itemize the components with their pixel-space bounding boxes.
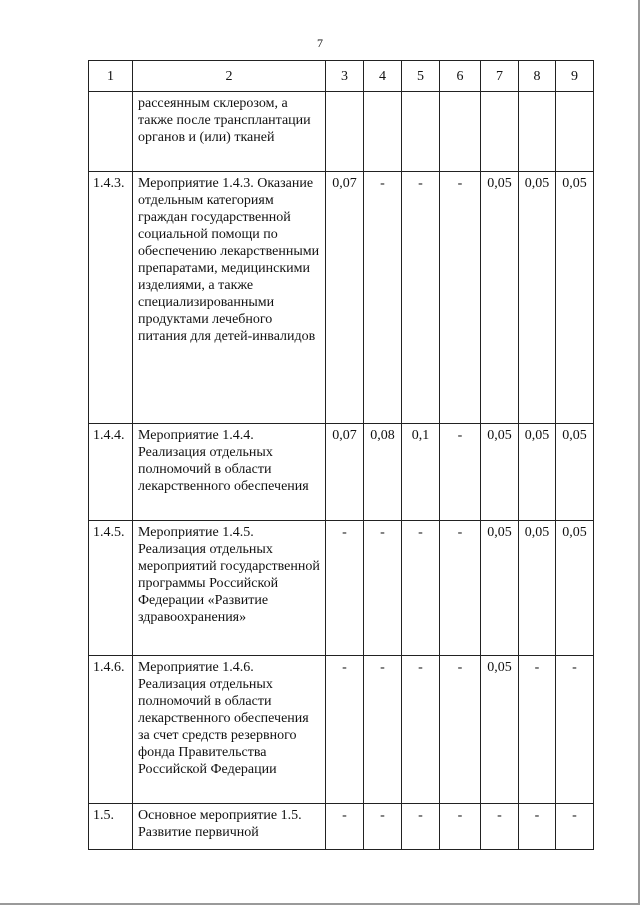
table-row xyxy=(89,172,594,424)
row-value: 0,05 xyxy=(481,656,519,804)
header-cell: 9 xyxy=(556,61,594,92)
row-value xyxy=(519,92,556,172)
table-row xyxy=(89,656,594,804)
row-value: - xyxy=(440,521,481,656)
row-value: 0,07 xyxy=(326,424,364,521)
row-number: 1.4.5. xyxy=(89,521,133,656)
row-number: 1.5. xyxy=(89,804,133,850)
row-value: 0,05 xyxy=(519,172,556,424)
program-table xyxy=(88,60,594,850)
row-value: 0,05 xyxy=(481,172,519,424)
header-cell: 5 xyxy=(402,61,440,92)
header-cell: 6 xyxy=(440,61,481,92)
row-value: 0,05 xyxy=(556,172,594,424)
row-name: Мероприятие 1.4.4. Реализация отдельных полномочий в области лекарственного обеспечения xyxy=(133,424,326,521)
row-value: - xyxy=(481,804,519,850)
row-value: 0,07 xyxy=(326,172,364,424)
row-name: Мероприятие 1.4.5. Реализация отдельных мероприятий государственной программы Российской Федерации «Развитие здравоохранения» xyxy=(133,521,326,656)
row-value: 0,05 xyxy=(481,521,519,656)
header-cell: 4 xyxy=(364,61,402,92)
row-value: - xyxy=(556,656,594,804)
table-row xyxy=(89,804,594,850)
row-value: - xyxy=(440,656,481,804)
table-header-row xyxy=(89,61,594,92)
row-value: - xyxy=(556,804,594,850)
table-row xyxy=(89,521,594,656)
row-name: Мероприятие 1.4.3. Оказание отдельным категориям граждан государственной социальной помощи по обеспечению лекарственными препаратами, медицинскими изделиями, а также специализированными продуктами лечебного питания для детей-инвалидов xyxy=(133,172,326,424)
row-value: - xyxy=(402,656,440,804)
row-value xyxy=(440,92,481,172)
row-value: - xyxy=(326,656,364,804)
row-value xyxy=(402,92,440,172)
row-value: - xyxy=(440,804,481,850)
row-value: 0,08 xyxy=(364,424,402,521)
header-cell: 1 xyxy=(89,61,133,92)
row-value: 0,05 xyxy=(519,424,556,521)
row-value: 0,1 xyxy=(402,424,440,521)
row-value: - xyxy=(364,172,402,424)
row-value xyxy=(481,92,519,172)
row-value: - xyxy=(402,521,440,656)
row-value: - xyxy=(326,521,364,656)
row-name: Мероприятие 1.4.6. Реализация отдельных полномочий в области лекарственного обеспечения за счет средств резервного фонда Правительства Российской Федерации xyxy=(133,656,326,804)
header-cell: 7 xyxy=(481,61,519,92)
row-value: 0,05 xyxy=(556,424,594,521)
row-number xyxy=(89,92,133,172)
row-value xyxy=(556,92,594,172)
row-value: - xyxy=(519,804,556,850)
row-value xyxy=(326,92,364,172)
row-value: - xyxy=(519,656,556,804)
row-value: - xyxy=(440,172,481,424)
row-number: 1.4.3. xyxy=(89,172,133,424)
row-name: рассеянным склерозом, а также после трансплантации органов и (или) тканей xyxy=(133,92,326,172)
row-number: 1.4.4. xyxy=(89,424,133,521)
table-row xyxy=(89,92,594,172)
row-value: - xyxy=(440,424,481,521)
row-value: - xyxy=(402,172,440,424)
row-value: - xyxy=(364,804,402,850)
header-cell: 8 xyxy=(519,61,556,92)
row-value: 0,05 xyxy=(481,424,519,521)
table-row xyxy=(89,424,594,521)
row-value: - xyxy=(402,804,440,850)
header-cell: 2 xyxy=(133,61,326,92)
row-value: - xyxy=(364,656,402,804)
row-number: 1.4.6. xyxy=(89,656,133,804)
row-value xyxy=(364,92,402,172)
row-value: 0,05 xyxy=(556,521,594,656)
row-value: - xyxy=(364,521,402,656)
row-value: - xyxy=(326,804,364,850)
header-cell: 3 xyxy=(326,61,364,92)
row-value: 0,05 xyxy=(519,521,556,656)
page-number: 7 xyxy=(317,36,323,50)
row-name: Основное мероприятие 1.5. Развитие первичной xyxy=(133,804,326,850)
